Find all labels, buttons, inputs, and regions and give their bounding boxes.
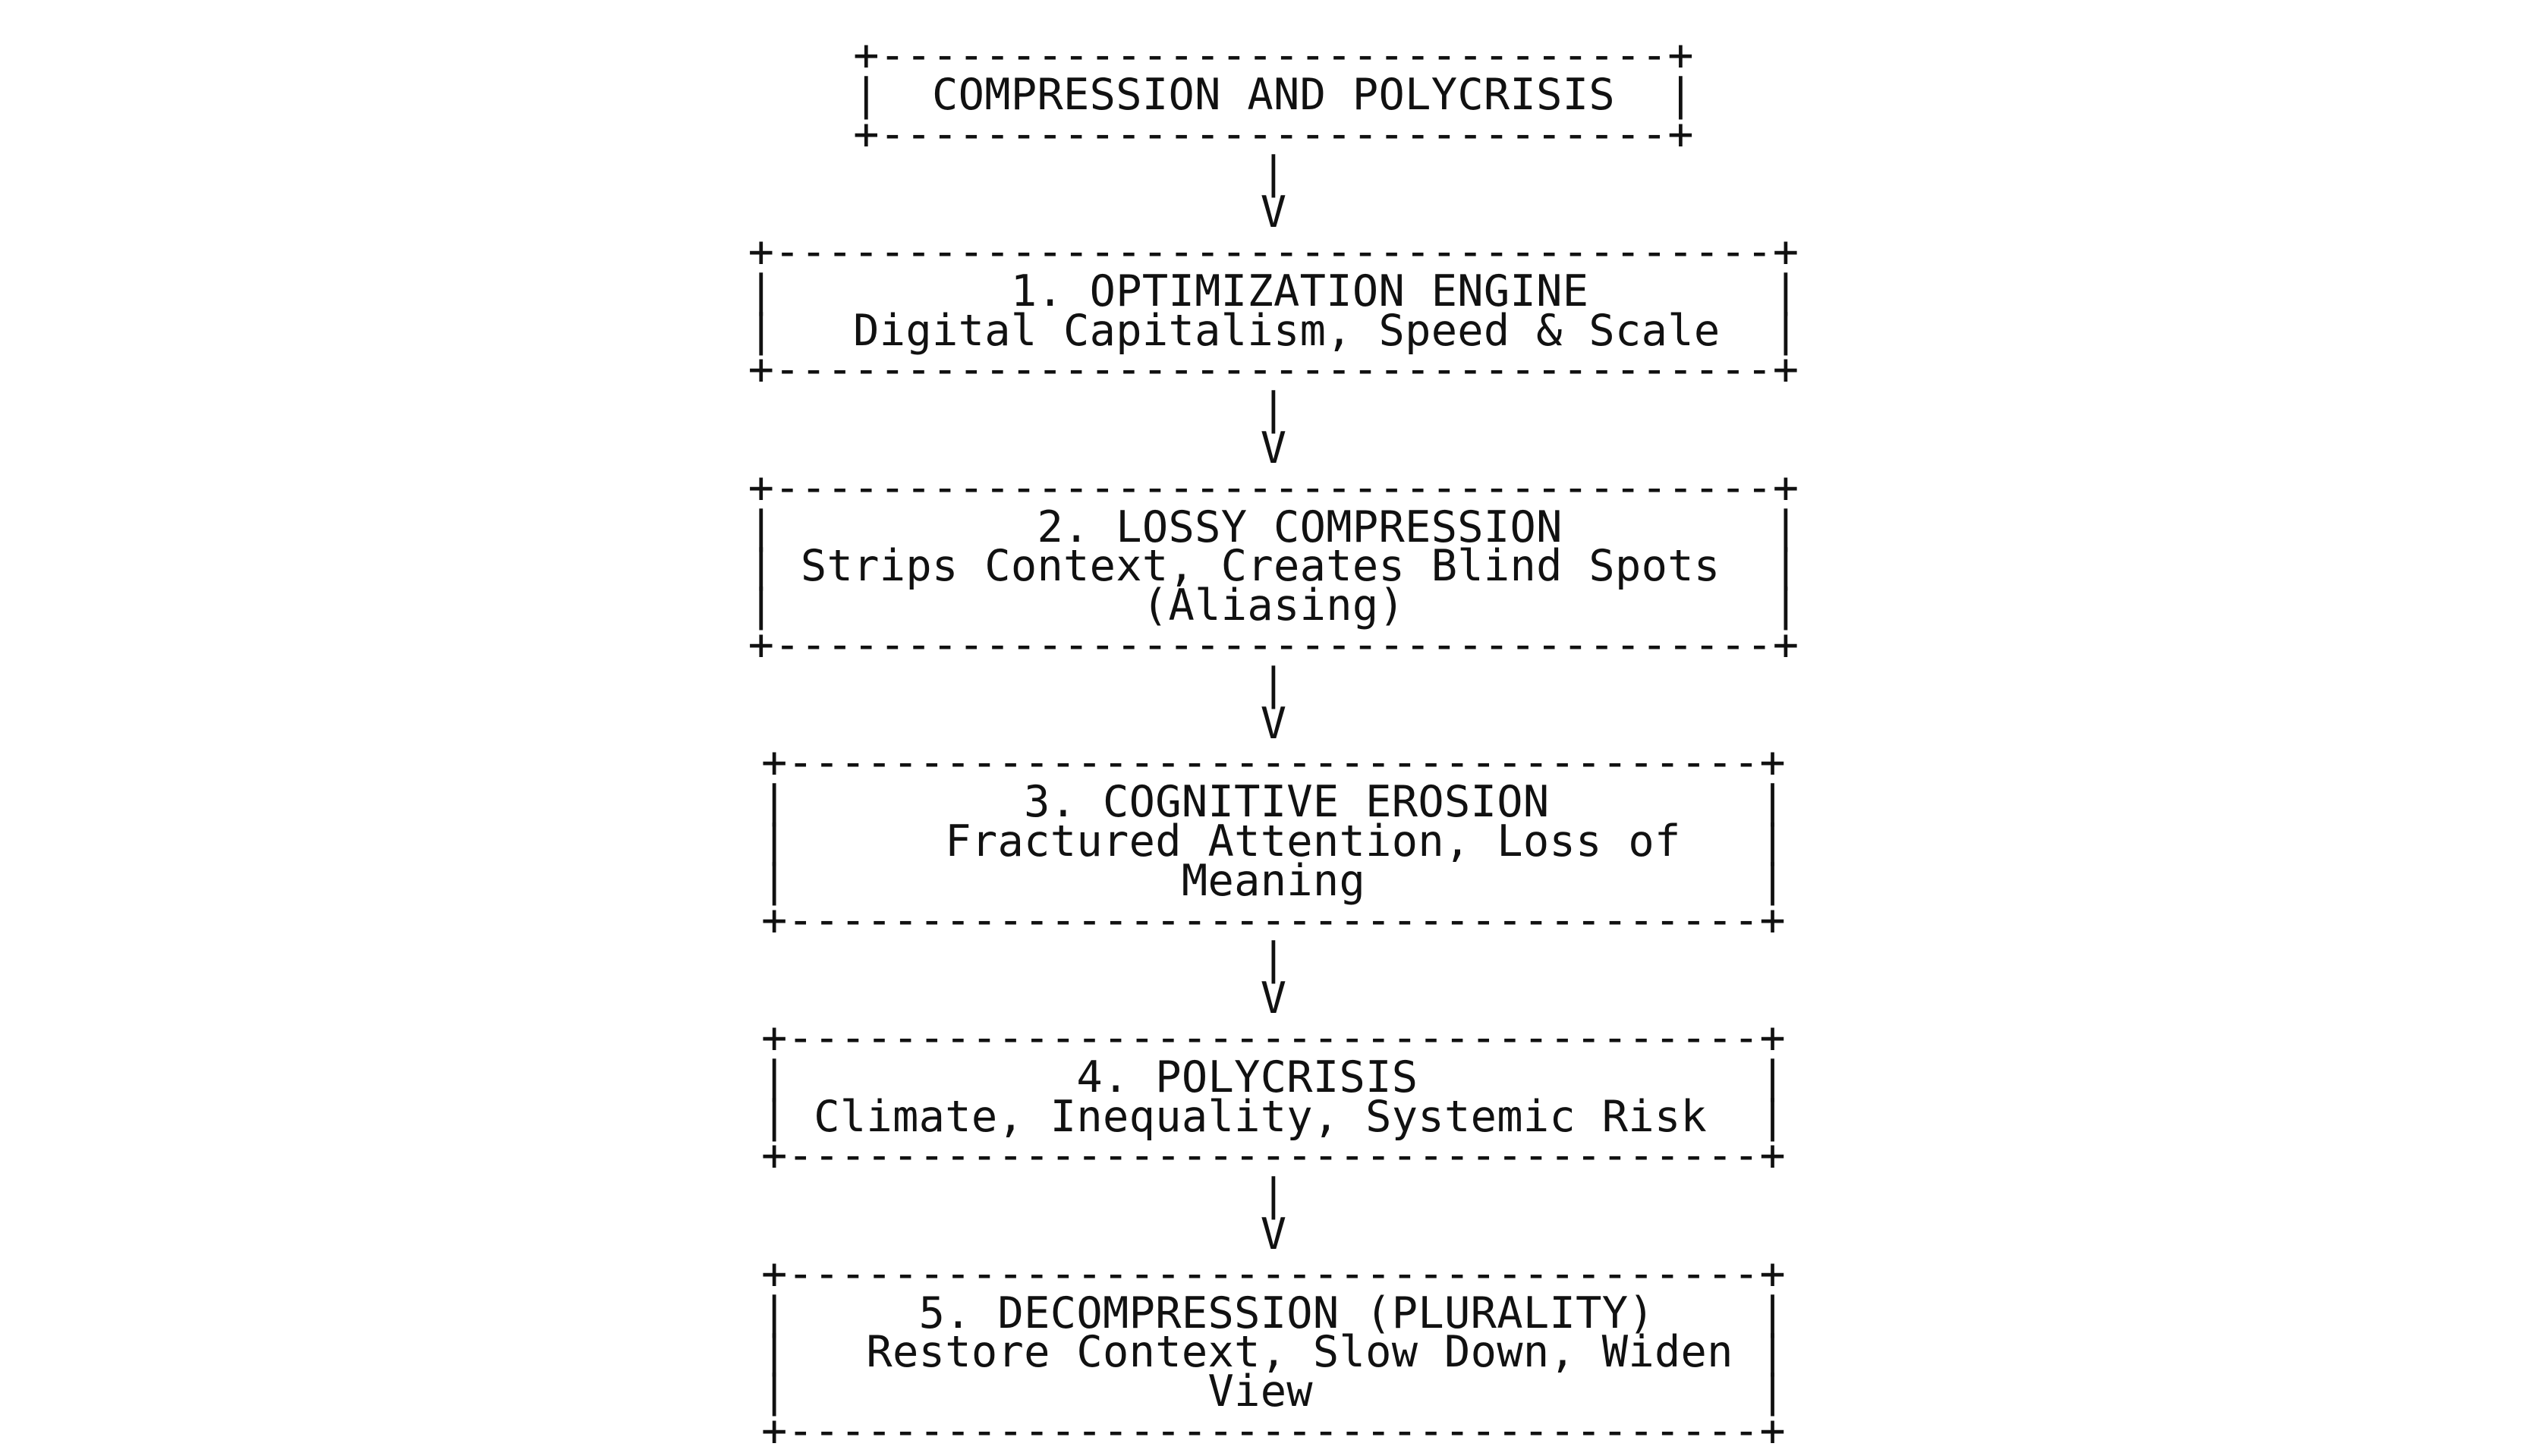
arrow-2-shaft: | xyxy=(1260,384,1287,435)
step-5-description-line-1: | Restore Context, Slow Down, Widen | xyxy=(760,1327,1787,1378)
step-4-description: | Climate, Inequality, Systemic Risk | xyxy=(760,1091,1787,1142)
step-1-description: | Digital Capitalism, Speed & Scale | xyxy=(748,305,1799,356)
step-3-box-top-border: +-------------------------------------+ xyxy=(760,737,1787,788)
step-2-title: | 2. LOSSY COMPRESSION | xyxy=(748,502,1799,552)
title-box-top-border: +------------------------------+ xyxy=(853,30,1694,80)
step-5-box-top-border: +-------------------------------------+ xyxy=(760,1248,1787,1299)
arrow-1-head: V xyxy=(1260,187,1287,238)
step-4-box-top-border: +-------------------------------------+ xyxy=(760,1012,1787,1063)
arrow-5-shaft: | xyxy=(1260,1170,1287,1221)
arrow-5-head: V xyxy=(1260,1209,1287,1259)
step-2-description-line-2: | (Aliasing) | xyxy=(748,580,1799,631)
step-1-title: | 1. OPTIMIZATION ENGINE | xyxy=(748,266,1799,316)
step-3-box-bottom-border: +-------------------------------------+ xyxy=(760,895,1787,945)
title-box-text: | COMPRESSION AND POLYCRISIS | xyxy=(853,69,1694,120)
step-5-description-line-2: | View | xyxy=(760,1366,1787,1417)
step-1-box-bottom-border: +--------------------------------------+ xyxy=(748,344,1799,395)
arrow-4-head: V xyxy=(1260,973,1287,1024)
title-box-bottom-border: +------------------------------+ xyxy=(853,108,1694,159)
arrow-1-shaft: | xyxy=(1260,148,1287,199)
arrow-3-shaft: | xyxy=(1260,659,1287,709)
step-3-description-line-1: | Fractured Attention, Loss of | xyxy=(760,816,1787,866)
step-3-title: | 3. COGNITIVE EROSION | xyxy=(760,777,1787,828)
arrow-2-head: V xyxy=(1260,423,1287,473)
step-1-box-top-border: +--------------------------------------+ xyxy=(748,226,1799,277)
step-2-box-bottom-border: +--------------------------------------+ xyxy=(748,619,1799,670)
step-5-title: | 5. DECOMPRESSION (PLURALITY) | xyxy=(760,1288,1787,1338)
step-5-box-bottom-border: +-------------------------------------+ xyxy=(760,1405,1787,1456)
step-2-description-line-1: | Strips Context, Creates Blind Spots | xyxy=(748,541,1799,592)
step-4-box-bottom-border: +-------------------------------------+ xyxy=(760,1131,1787,1181)
arrow-4-shaft: | xyxy=(1260,934,1287,985)
step-3-description-line-2: | Meaning | xyxy=(760,855,1787,906)
ascii-flow-diagram xyxy=(0,30,2547,1456)
arrow-3-head: V xyxy=(1260,698,1287,749)
step-2-box-top-border: +--------------------------------------+ xyxy=(748,462,1799,513)
step-4-title: | 4. POLYCRISIS | xyxy=(760,1052,1787,1102)
